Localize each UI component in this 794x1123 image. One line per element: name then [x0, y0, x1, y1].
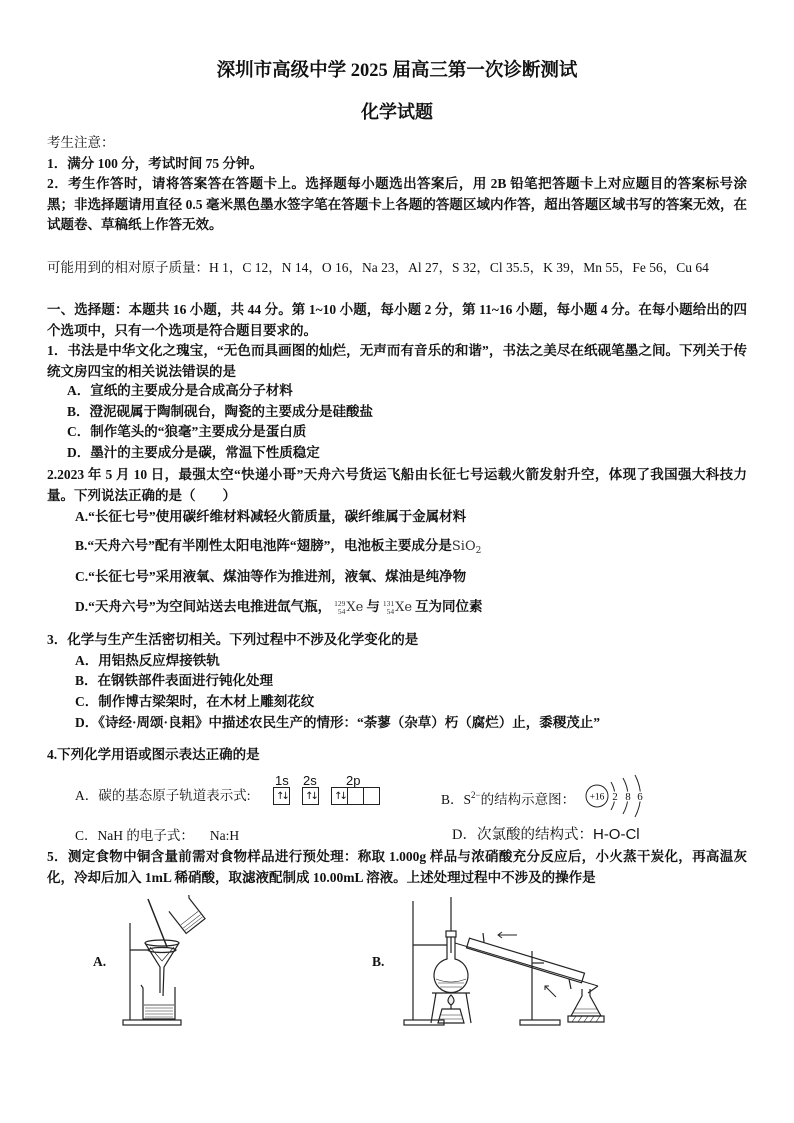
stand-base	[520, 1020, 560, 1025]
question-1-option-b: B．澄泥砚属于陶制砚台，陶瓷的主要成分是硅酸盐	[67, 404, 374, 419]
ion-charge: 2−	[471, 790, 481, 800]
question-1-option-c: C．制作笔头的“狼毫”主要成分是蛋白质	[67, 424, 307, 439]
option-text: D．次氯酸的结构式：	[452, 827, 593, 843]
question-4-option-d	[452, 825, 640, 846]
orbital-box	[347, 787, 364, 805]
nucleus-charge: +16	[589, 792, 605, 803]
atomic-masses: 可能用到的相对原子质量：H 1，C 12，N 14，O 16，Na 23，Al 27，S 32，Cl 35.5，K 39，Mn 55，Fe 56，Cu 64	[47, 260, 709, 275]
joiner-text: 与	[366, 599, 380, 614]
mass-number: 131	[382, 598, 395, 608]
question-3-option-a: A．用铝热反应焊接铁轨	[75, 653, 220, 668]
question-2-option-b	[75, 536, 481, 562]
option-text: C．NaH 的电子式：	[75, 828, 194, 843]
question-4-stem: 4.下列化学用语或图示表达正确的是	[47, 747, 260, 762]
option-text: B.“天舟六号”配有半刚性太阳电池阵“翅膀”，电池板主要成分是	[75, 538, 452, 553]
orbital-label-1s: 1s	[275, 773, 289, 788]
formula-main: SiO	[451, 539, 476, 554]
question-2-stem: 2.2023 年 5 月 10 日，最强太空“快递小哥”天舟六号货运飞船由长征七号运载火箭发射升空，体现了我国强大科技力量。下列说法正确的是（ ）	[47, 467, 747, 503]
option-prefix: B．	[441, 792, 464, 807]
stopper	[446, 931, 456, 937]
question-5-stem: 5．测定食物中铜含量前需对食物样品进行预处理：称取 1.000g 样品与浓硝酸充分反应后，小火蒸干炭化，再高温灰化，冷却后加入 1mL 稀硝酸，取滤液配制成 10.00mL 溶液。上述处理过程中不涉及的操作是	[47, 849, 747, 885]
element-symbol: Xe	[346, 600, 364, 615]
atomic-number: 54	[386, 606, 395, 616]
water-outlet	[483, 933, 484, 942]
pouring-beaker	[168, 895, 206, 933]
question-2-option-d	[75, 597, 483, 619]
question-4-option-a: A．碳的基态原子轨道表示式:	[75, 788, 251, 803]
question-4-option-b	[441, 785, 575, 811]
water-flow-arrow	[498, 932, 517, 938]
notice-item: 2．考生作答时，请将答案答在答题卡上。选择题每小题选出答案后，用 2B 铅笔把答题卡上对应题目的答案标号涂黑；非选择题请用直径 0.5 毫米黑色墨水签字笔在答题卡上各题的答题区域内作答，超出答题区域书写的答案无效，在试题卷、草稿纸上作答无效。	[47, 176, 747, 233]
formula-subscript: 2	[475, 546, 482, 556]
apparatus-b-label: B.	[372, 954, 385, 969]
question-3-option-d: D．《诗经·周颂·良耜》中描述农民生产的情形：“荼蓼（杂草）朽（腐烂）止，黍稷茂止”	[75, 715, 601, 730]
condenser-inner-tube	[455, 943, 598, 986]
isotope-notation	[383, 600, 394, 616]
option-text: 的结构示意图：	[480, 792, 576, 807]
orbital-box: ↑↓	[331, 787, 348, 805]
alcohol-lamp	[438, 995, 464, 1023]
question-3-stem: 3．化学与生产生活密切相关。下列过程中不涉及化学变化的是	[47, 632, 419, 647]
orbital-box: ↑↓	[302, 787, 319, 805]
element-symbol: S	[463, 792, 472, 807]
question-2-option-c: C.“长征七号”采用液氧、煤油等作为推进剂，液氧、煤油是纯净物	[75, 569, 467, 584]
isotope-notation	[334, 600, 345, 616]
question-3-option-b: B．在钢铁部件表面进行钝化处理	[75, 673, 274, 688]
electron-formula: Na:H	[209, 828, 240, 843]
option-text: D.“天舟六号”为空间站送去电推进氙气瓶，	[75, 599, 332, 614]
conical-flask	[571, 989, 601, 1016]
stand-base	[123, 1020, 181, 1025]
question-2-option-a: A.“长征七号”使用碳纤维材料减轻火箭质量，碳纤维属于金属材料	[75, 509, 467, 524]
notice-item: 1．满分 100 分，考试时间 75 分钟。	[47, 155, 263, 171]
notice-heading: 考生注意：	[47, 135, 115, 150]
filtration-apparatus	[115, 895, 210, 1030]
question-1-stem: 1．书法是中华文化之瑰宝，“无色而具画图的灿烂，无声而有音乐的和谐”，书法之美尽在纸砚笔墨之间。下列关于传统文房四宝的相关说法错误的是	[47, 343, 747, 379]
beaker	[141, 985, 175, 1019]
support-block	[568, 1016, 604, 1022]
option-tail: 互为同位素	[415, 599, 483, 614]
chemical-formula	[452, 539, 481, 554]
question-4-option-c	[75, 826, 239, 847]
question-1-option-d: D．墨汁的主要成分是碳，常温下性质稳定	[67, 445, 320, 460]
orbital-box	[363, 787, 380, 805]
water-flow-arrow	[545, 986, 556, 997]
question-3-option-c: C．制作博古梁架时，在木材上雕刻花纹	[75, 694, 315, 709]
section-heading: 一、选择题：本题共 16 小题，共 44 分。第 1~10 小题，每小题 2 分，第 11~16 小题，每小题 4 分。在每小题给出的四个选项中，只有一个选项是符合题目要求的。	[47, 302, 747, 338]
shell-electron-count: 6	[637, 791, 643, 803]
mass-number: 129	[334, 598, 346, 608]
orbital-box: ↑↓	[273, 787, 290, 805]
notice-section	[47, 133, 747, 236]
exam-subtitle: 化学试题	[361, 102, 433, 122]
exam-title: 深圳市高级中学 2025 届高三第一次诊断测试	[216, 61, 578, 81]
shell-electron-count: 8	[625, 791, 631, 803]
shell-electron-count: 2	[612, 791, 618, 803]
apparatus-a-label: A.	[93, 954, 107, 969]
distillation-apparatus	[398, 893, 618, 1030]
orbital-label-2p: 2p	[346, 773, 361, 788]
question-1-option-a: A．宣纸的主要成分是合成高分子材料	[67, 383, 293, 398]
element-symbol: Xe	[395, 600, 413, 615]
ion-structure-diagram	[583, 774, 649, 818]
water-inlet	[569, 979, 571, 989]
atomic-number: 54	[337, 606, 346, 616]
structural-formula: H-O-Cl	[592, 826, 640, 843]
orbital-label-2s: 2s	[303, 773, 317, 788]
